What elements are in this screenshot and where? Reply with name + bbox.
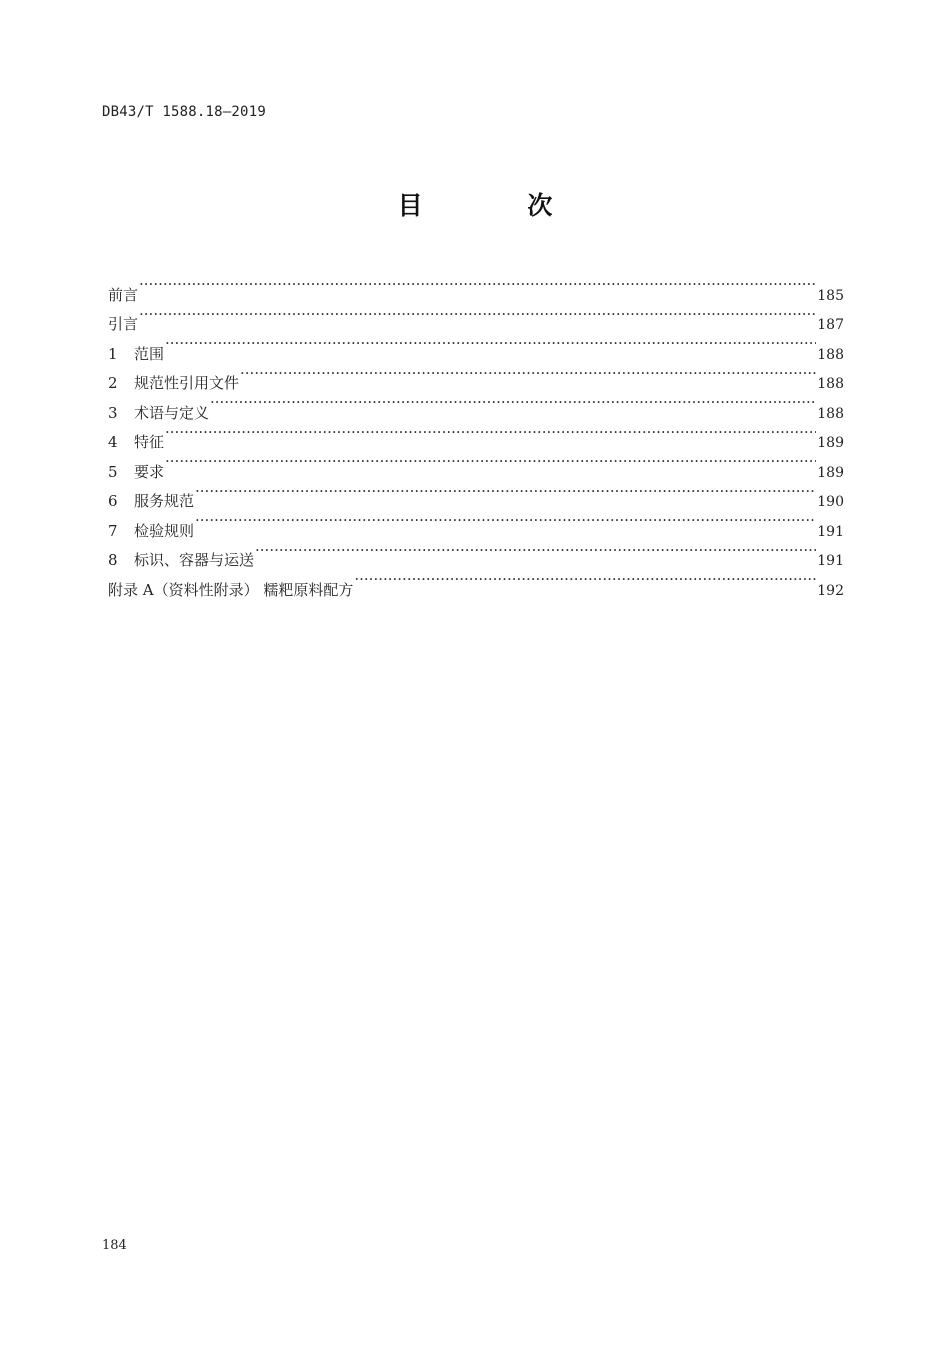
- toc-entry-scope[interactable]: [108, 329, 844, 363]
- toc-leader-dots: [165, 418, 816, 448]
- toc-entry-label: 检验规则: [134, 521, 195, 540]
- toc-entry-foreword[interactable]: [108, 270, 844, 304]
- page-number: 184: [102, 1238, 127, 1253]
- toc-entry-page: 188: [817, 346, 844, 363]
- toc-entry-number: 5: [108, 462, 118, 481]
- toc-entry-number: 7: [108, 521, 118, 540]
- toc-entry-label: 附录 A（资料性附录） 糯粑原料配方: [108, 580, 354, 599]
- toc-list: [108, 270, 844, 599]
- toc-leader-dots: [240, 359, 816, 389]
- toc-entry-number: 1: [108, 344, 118, 363]
- document-code: DB43/T 1588.18—2019: [102, 104, 266, 120]
- toc-entry-number: 2: [108, 374, 118, 392]
- toc-entry-characteristics[interactable]: [108, 418, 844, 451]
- toc-entry-page: 190: [817, 494, 844, 510]
- toc-entry-label: 范围: [134, 344, 165, 363]
- toc-entry-requirements[interactable]: [108, 447, 844, 481]
- toc-entry-normative-references[interactable]: [108, 359, 844, 392]
- toc-leader-dots: [255, 536, 816, 566]
- toc-entry-label: 前言: [108, 285, 139, 304]
- toc-leader-dots: [195, 477, 816, 507]
- toc-entry-inspection-rules[interactable]: [108, 506, 844, 540]
- toc-entry-page: 189: [817, 435, 844, 451]
- toc-leader-dots: [139, 270, 816, 300]
- toc-entry-page: 188: [817, 376, 844, 392]
- toc-entry-page: 187: [817, 317, 844, 333]
- toc-leader-dots: [165, 329, 816, 359]
- toc-entry-page: 192: [817, 582, 844, 599]
- toc-entry-label: 引言: [108, 315, 139, 333]
- toc-leader-dots: [165, 447, 816, 477]
- toc-entry-label: 标识、容器与运送: [134, 551, 255, 569]
- toc-entry-page: 191: [817, 553, 844, 569]
- toc-entry-number: 8: [108, 551, 118, 569]
- toc-entry-number: 4: [108, 433, 118, 451]
- toc-leader-dots: [354, 565, 816, 595]
- toc-title: 目 次: [397, 191, 601, 220]
- toc-leader-dots: [210, 388, 816, 418]
- toc-leader-dots: [139, 300, 816, 330]
- toc-entry-number: 6: [108, 492, 118, 510]
- toc-entry-label: 特征: [134, 433, 165, 451]
- toc-entry-label: 规范性引用文件: [134, 374, 240, 392]
- toc-entry-introduction[interactable]: [108, 300, 844, 333]
- toc-entry-label: 术语与定义: [134, 403, 210, 422]
- toc-entry-terms-definitions[interactable]: [108, 388, 844, 422]
- toc-entry-label: 要求: [134, 462, 165, 481]
- toc-entry-page: 188: [817, 405, 844, 422]
- toc-entry-service-specification[interactable]: [108, 477, 844, 510]
- toc-entry-number: 3: [108, 403, 118, 422]
- toc-entry-marking-containers-transport[interactable]: [108, 536, 844, 569]
- toc-entry-page: 189: [817, 464, 844, 481]
- toc-entry-label: 服务规范: [134, 492, 195, 510]
- toc-entry-page: 191: [817, 523, 844, 540]
- toc-leader-dots: [195, 506, 816, 536]
- toc-entry-page: 185: [817, 287, 844, 304]
